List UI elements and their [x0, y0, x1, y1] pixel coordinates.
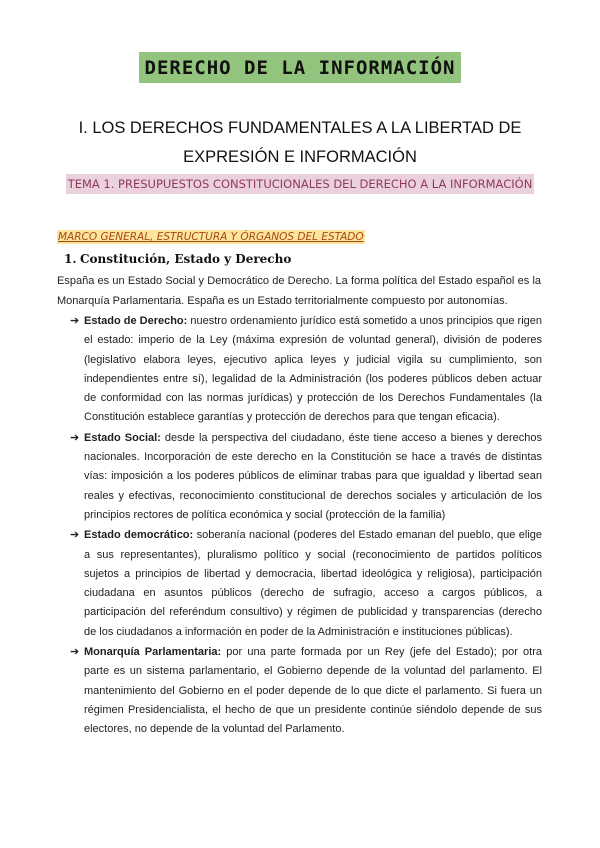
bullet-list: [70, 312, 542, 741]
tema-heading: TEMA 1. PRESUPUESTOS CONSTITUCIONALES DEL DERECHO A LA INFORMACIÓN: [66, 174, 535, 194]
bullet-term: Monarquía Parlamentaria:: [84, 646, 222, 659]
bullet-text: desde la perspectiva del ciudadano, éste tiene acceso a bienes y derechos nacionales. Incorporación de este derecho en la Constitución se hace a través de distintas vías: imposición a los poderes públicos de eliminar trabas para que igualdad y libertad sean reales y efectivas, reconocimiento constitucional de derechos sociales y articulación de los principios rectores de política económica y social (protección de la familia): [84, 431, 543, 521]
bullet-term: Estado Social:: [84, 431, 161, 444]
arrow-icon: ➔: [70, 529, 80, 542]
main-title-container: [0, 52, 600, 83]
subsection-title: Constitución, Estado y Derecho: [80, 252, 292, 266]
list-item: [70, 312, 542, 428]
main-title: DERECHO DE LA INFORMACIÓN: [139, 52, 462, 83]
subsection-number: 1.: [64, 252, 77, 266]
bullet-term: Estado de Derecho:: [84, 315, 188, 327]
arrow-icon: ➔: [70, 315, 80, 327]
tema-container: [60, 172, 540, 196]
intro-paragraph: España es un Estado Social y Democrático de Derecho. La forma política del Estado español es la Monarquía Parlamentaria. España es un Estado territorialmente compuesto por autonomías.: [57, 275, 541, 307]
bullet-text: por una parte formada por un Rey (jefe del Estado); por otra parte es un sistema parlamentario, el Gobierno depende de la voluntad del parlamento. El mantenimiento del Gobierno en el poder depende de lo que dicte el parlamento. Si fuera un régimen Presidencialista, el hecho de que un presidente continúe siéndolo depende de sus electores, no depende de la voluntad del Parlamento.: [84, 646, 542, 736]
arrow-icon: ➔: [70, 431, 80, 444]
marco-container: [57, 229, 537, 245]
bullet-text: soberanía nacional (poderes del Estado emanan del pueblo, que elige a sus representantes), pluralismo político y social (reconocimiento de partidos políticos sujetos a principios de libertad y democracia, libertad ideológica y religiosa), participación ciudadana en asuntos públicos (derecho de sufragio, acceso a cargos públicos, a participación del referéndum consultivo) y régimen de publicidad y transparencias (derecho de los ciudadanos a información en poder de la Administración e instituciones públicas).: [84, 529, 542, 638]
arrow-icon: ➔: [70, 646, 80, 659]
section-title: I. LOS DERECHOS FUNDAMENTALES A LA LIBERTAD DE EXPRESIÓN E INFORMACIÓN: [78, 119, 522, 166]
bullet-text: nuestro ordenamiento jurídico está sometido a unos principios que rigen el estado: imperio de la Ley (máxima expresión de voluntad general), división de poderes (legislativo elabora leyes, ejecutivo aplica leyes y judicial vigila su cumplimiento, son independientes entre sí), legalidad de la Administración (los poderes públicos deben actuar de conformidad con las normas jurídicas) y protección de los Derechos Fundamentales (la Constitución establece garantías y protección de derechos para que tengan eficacia).: [84, 315, 542, 424]
subsection-heading: [64, 250, 291, 268]
list-item: [70, 526, 542, 642]
list-item: [70, 643, 542, 739]
list-item: [70, 429, 542, 525]
bullet-term: Estado democrático:: [84, 529, 194, 542]
marco-heading: MARCO GENERAL, ESTRUCTURA Y ÓRGANOS DEL ESTADO: [58, 231, 364, 243]
